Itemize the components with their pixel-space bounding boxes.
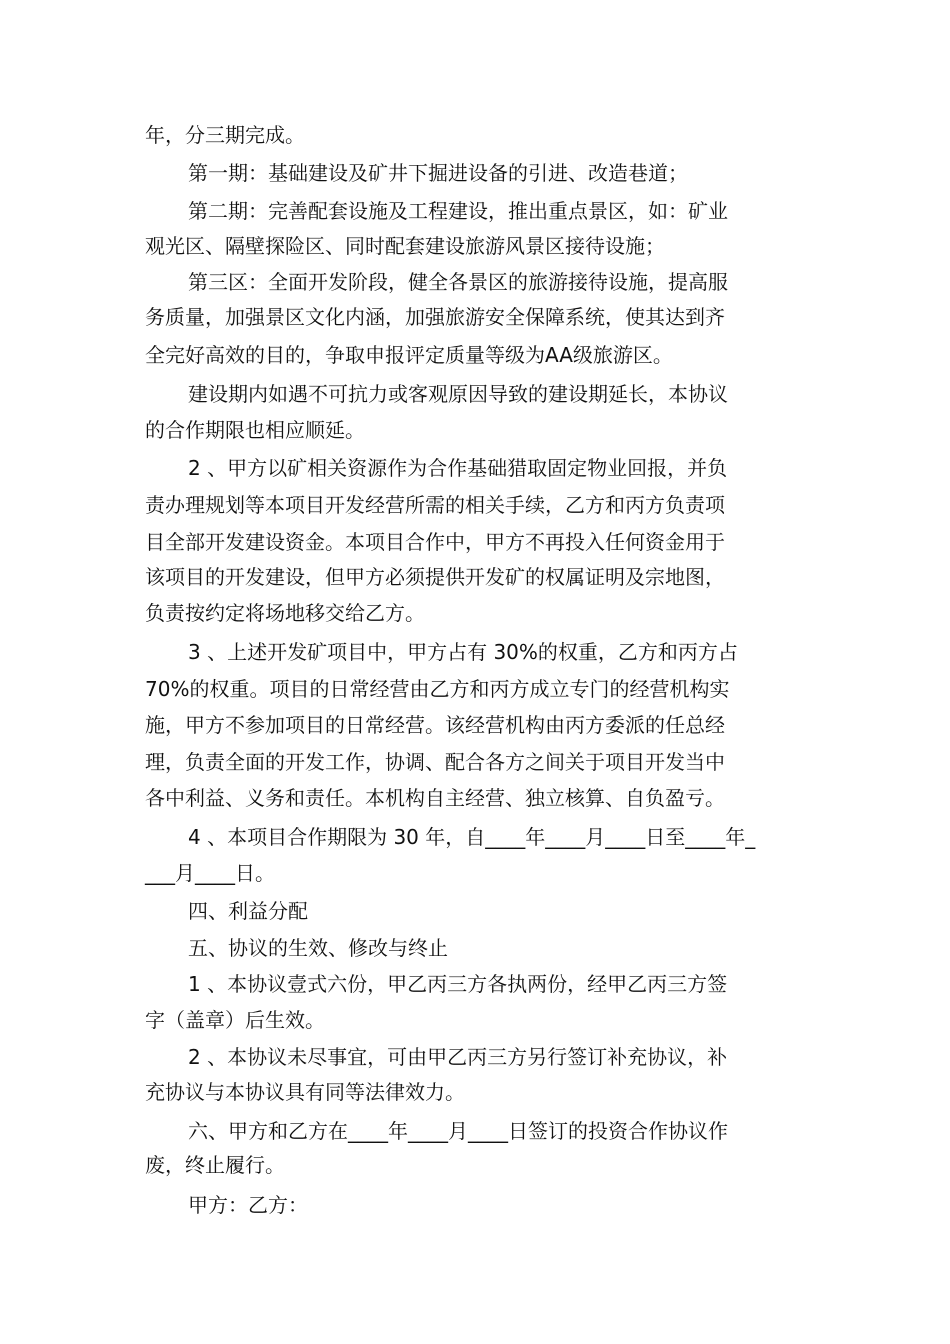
text-line-17: 施，甲方不参加项目的日常经营。该经营机构由丙方委派的任总经 <box>145 713 725 737</box>
text-line-12: 目全部开发建设资金。本项目合作中，甲方不再投入任何资金用于 <box>145 530 725 554</box>
text-line-29: 废，终止履行。 <box>145 1153 285 1177</box>
text-line-4: 观光区、隔壁探险区、同时配套建设旅游风景区接待设施； <box>145 234 665 258</box>
text-line-5: 第三区：全面开发阶段，健全各景区的旅游接待设施，提高服 <box>188 270 728 294</box>
text-line-24: 1 、本协议壹式六份，甲乙丙三方各执两份，经甲乙丙三方签 <box>188 972 728 996</box>
text-line-8: 建设期内如遇不可抗力或客观原因导致的建设期延长，本协议 <box>188 382 728 406</box>
text-line-14: 负责按约定将场地移交给乙方。 <box>145 601 425 625</box>
text-line-13: 该项目的开发建设，但甲方必须提供开发矿的权属证明及宗地图， <box>145 565 725 589</box>
text-line-28: 六、甲方和乙方在____年____月____日签订的投资合作协议作 <box>188 1119 728 1143</box>
text-line-10: 2 、甲方以矿相关资源作为合作基础猎取固定物业回报，并负 <box>188 456 728 480</box>
text-line-3: 第二期：完善配套设施及工程建设，推出重点景区，如：矿业 <box>188 199 728 223</box>
text-line-9: 的合作期限也相应顺延。 <box>145 418 365 442</box>
text-line-25: 字（盖章）后生效。 <box>145 1008 325 1032</box>
text-line-26: 2 、本协议未尽事宜，可由甲乙丙三方另行签订补充协议，补 <box>188 1045 728 1069</box>
text-line-18: 理，负责全面的开发工作，协调、配合各方之间关于项目开发当中 <box>145 750 725 774</box>
text-line-23: 五、协议的生效、修改与终止 <box>188 936 448 960</box>
text-line-21: ___月____日。 <box>145 861 275 885</box>
text-line-22: 四、利益分配 <box>188 899 308 923</box>
text-line-2: 第一期：基础建设及矿井下掘进设备的引进、改造巷道； <box>188 161 688 185</box>
text-line-11: 责办理规划等本项目开发经营所需的相关手续，乙方和丙方负责项 <box>145 493 725 517</box>
text-line-1: 年，分三期完成。 <box>145 123 305 147</box>
text-line-19: 各中利益、义务和责任。本机构自主经营、独立核算、自负盈亏。 <box>145 786 725 810</box>
text-line-6: 务质量，加强景区文化内涵，加强旅游安全保障系统，使其达到齐 <box>145 305 725 329</box>
text-line-27: 充协议与本协议具有同等法律效力。 <box>145 1080 465 1104</box>
text-line-20: 4 、本项目合作期限为 30 年，自____年____月____日至____年_ <box>188 825 756 849</box>
text-line-7: 全完好高效的目的，争取申报评定质量等级为AA级旅游区。 <box>145 343 673 367</box>
text-line-30: 甲方：乙方： <box>188 1193 308 1217</box>
text-line-15: 3 、上述开发矿项目中，甲方占有 30%的权重，乙方和丙方占 <box>188 640 738 664</box>
text-line-16: 70%的权重。项目的日常经营由乙方和丙方成立专门的经营机构实 <box>145 677 730 701</box>
